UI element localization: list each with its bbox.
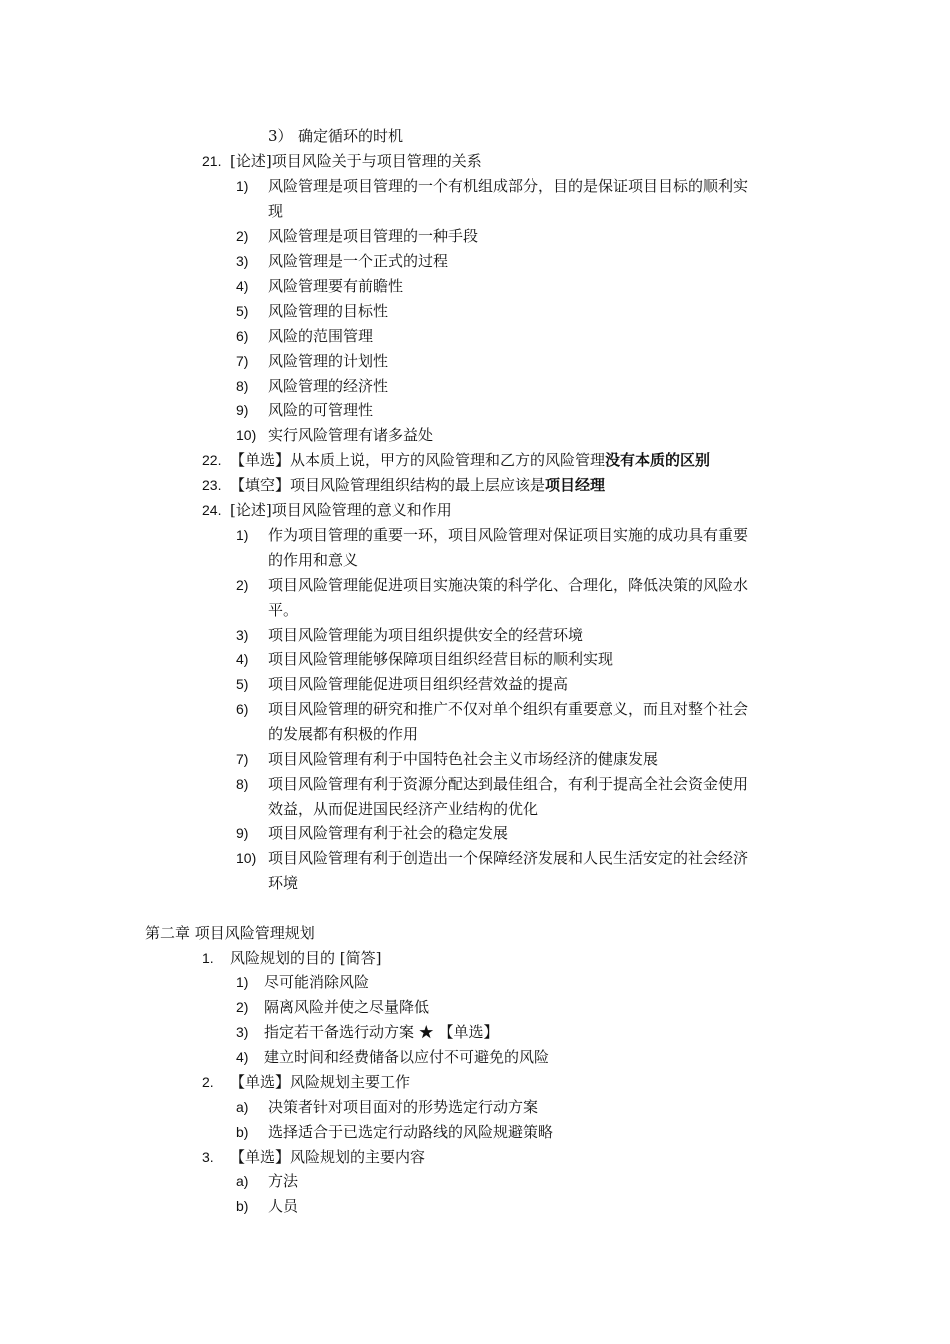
question-number: 21. — [202, 153, 222, 169]
question-number: 22. — [202, 452, 222, 468]
list-item-number: 9) — [236, 402, 249, 418]
list-item-text-cont: 环境 — [268, 874, 299, 892]
list-item-text: 决策者针对项目面对的形势选定行动方案 — [268, 1098, 539, 1116]
list-item-text: 隔离风险并使之尽量降低 — [264, 998, 430, 1016]
list-item-number: 7) — [236, 353, 249, 369]
list-item-text: 方法 — [268, 1172, 299, 1190]
list-item-number: 1) — [236, 974, 249, 990]
list-item-number: 5) — [236, 303, 249, 319]
section-number: 1. — [202, 950, 214, 966]
list-item-number: a) — [236, 1099, 249, 1115]
list-item-number: 10) — [236, 850, 257, 866]
list-item-text: 项目风险管理有利于社会的稳定发展 — [268, 824, 509, 842]
list-item-text: 风险的范围管理 — [268, 327, 374, 345]
list-item-number: 8) — [236, 776, 249, 792]
list-item-text: 项目风险管理的研究和推广不仅对单个组织有重要意义，而且对整个社会 — [268, 700, 749, 718]
list-item-number: 4) — [236, 278, 249, 294]
question-text: 【单选】从本质上说，甲方的风险管理和乙方的风险管理没有本质的区别 — [230, 451, 711, 469]
list-item-text-cont: 现 — [268, 202, 284, 220]
list-item-number: 10) — [236, 427, 257, 443]
list-item-text: 风险管理是一个正式的过程 — [268, 252, 449, 270]
list-item-number: 3) — [236, 253, 249, 269]
section-text: 【单选】风险规划主要工作 — [230, 1073, 411, 1091]
list-item-number: b) — [236, 1124, 249, 1140]
list-item-text: 实行风险管理有诸多益处 — [268, 426, 434, 444]
list-item-text: 尽可能消除风险 — [264, 973, 370, 991]
list-item-number: a) — [236, 1173, 249, 1189]
list-item-number: 3) — [236, 1024, 249, 1040]
question-text: 【填空】项目风险管理组织结构的最上层应该是项目经理 — [230, 476, 606, 494]
list-item-number: 4) — [236, 651, 249, 667]
list-item-text: 项目风险管理有利于资源分配达到最佳组合，有利于提高全社会资金使用 — [268, 775, 749, 793]
answer-highlight: 项目经理 — [545, 476, 606, 494]
list-item-number: 8) — [236, 378, 249, 394]
list-item-number: 4) — [236, 1049, 249, 1065]
list-item-text: 风险管理要有前瞻性 — [268, 277, 404, 295]
list-item-number: b) — [236, 1198, 249, 1214]
list-item-number: 6) — [236, 701, 249, 717]
list-item-number: 9) — [236, 825, 249, 841]
list-item-number: 5) — [236, 676, 249, 692]
list-item-text: 风险管理的计划性 — [268, 352, 389, 370]
list-item-text: 风险管理是项目管理的一个有机组成部分，目的是保证项目目标的顺利实 — [268, 177, 749, 195]
section-text: 【单选】风险规划的主要内容 — [230, 1148, 426, 1166]
question-text: [论述]项目风险管理的意义和作用 — [230, 501, 452, 519]
list-item-text: 风险管理是项目管理的一种手段 — [268, 227, 479, 245]
list-item-text: 建立时间和经费储备以应付不可避免的风险 — [264, 1048, 550, 1066]
list-item-text: 风险的可管理性 — [268, 401, 374, 419]
list-item-text: 人员 — [268, 1197, 299, 1215]
question-text: [论述]项目风险关于与项目管理的关系 — [230, 152, 482, 170]
list-item-text: 指定若干备选行动方案 ★ 【单选】 — [264, 1023, 499, 1041]
list-item-number: 2) — [236, 228, 249, 244]
list-item-number: 7) — [236, 751, 249, 767]
list-item-number: 3） — [268, 127, 293, 145]
question-number: 23. — [202, 477, 222, 493]
list-item-text: 项目风险管理能为项目组织提供安全的经营环境 — [268, 626, 584, 644]
list-item-text: 作为项目管理的重要一环，项目风险管理对保证项目实施的成功具有重要 — [268, 526, 749, 544]
list-item-number: 2) — [236, 577, 249, 593]
list-item-text: 项目风险管理能够保障项目组织经营目标的顺利实现 — [268, 650, 614, 668]
chapter-heading: 第二章 项目风险管理规划 — [145, 924, 315, 942]
section-text: 风险规划的目的 [简答] — [230, 949, 382, 967]
list-item-text-cont: 平。 — [268, 601, 299, 619]
list-item-text-cont: 效益，从而促进国民经济产业结构的优化 — [268, 800, 539, 818]
list-item-text: 项目风险管理有利于创造出一个保障经济发展和人民生活安定的社会经济 — [268, 849, 749, 867]
list-item-number: 1) — [236, 178, 249, 194]
list-item-number: 2) — [236, 999, 249, 1015]
answer-highlight: 没有本质的区别 — [605, 451, 711, 469]
list-item-text: 项目风险管理有利于中国特色社会主义市场经济的健康发展 — [268, 750, 659, 768]
question-number: 24. — [202, 502, 222, 518]
list-item-text: 选择适合于已选定行动路线的风险规避策略 — [268, 1123, 554, 1141]
list-item-number: 1) — [236, 527, 249, 543]
list-item-text: 风险管理的经济性 — [268, 377, 389, 395]
list-item-number: 6) — [236, 328, 249, 344]
list-item-text: 项目风险管理能促进项目实施决策的科学化、合理化，降低决策的风险水 — [268, 576, 749, 594]
section-number: 3. — [202, 1149, 214, 1165]
list-item-text: 风险管理的目标性 — [268, 302, 389, 320]
list-item-text-cont: 的作用和意义 — [268, 551, 359, 569]
section-number: 2. — [202, 1074, 214, 1090]
list-item-number: 3) — [236, 627, 249, 643]
list-item-text: 确定循环的时机 — [298, 127, 404, 145]
list-item-text: 项目风险管理能促进项目组织经营效益的提高 — [268, 675, 569, 693]
list-item-text-cont: 的发展都有积极的作用 — [268, 725, 419, 743]
